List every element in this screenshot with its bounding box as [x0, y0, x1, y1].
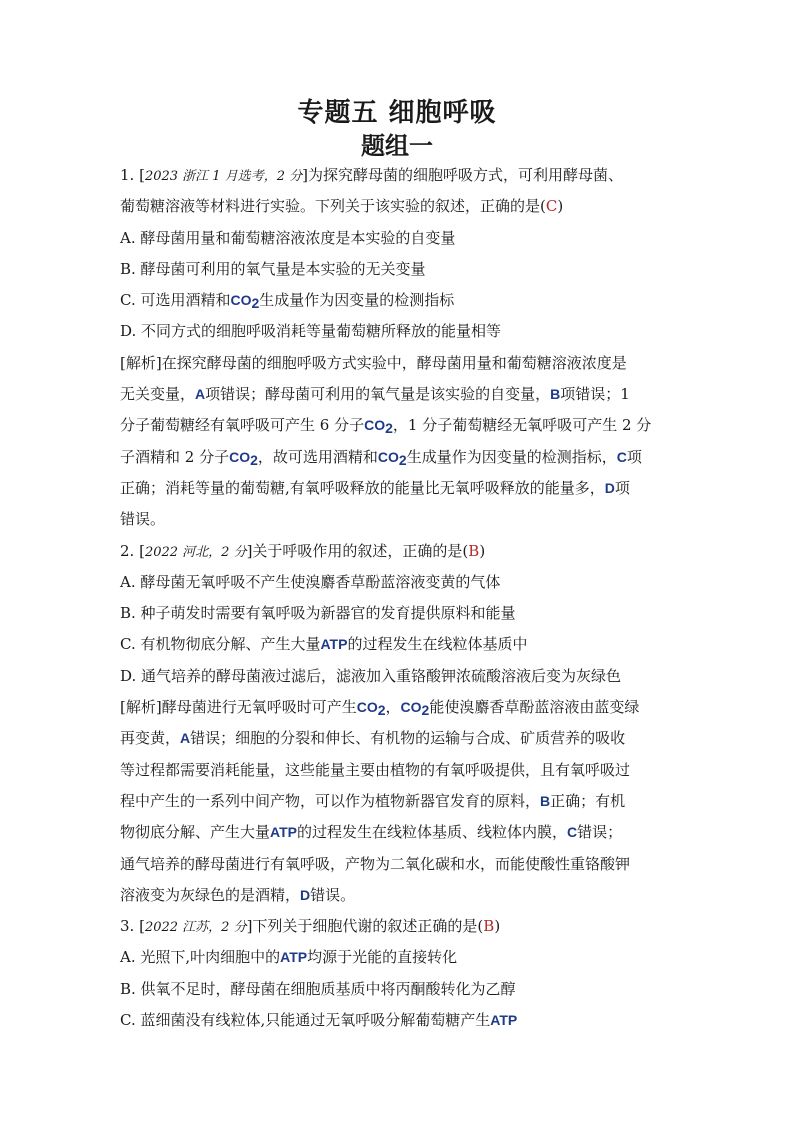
q2-answer: B	[468, 541, 480, 560]
q2-option-c: C. 有机物彻底分解、产生大量ATP的过程发生在线粒体基质中	[120, 635, 528, 654]
q3-answer: B	[483, 917, 495, 936]
q1-stem-line2: 葡萄糖溶液等材料进行实验。下列关于该实验的叙述，正确的是(C)	[120, 197, 564, 216]
q2-source: 2022 河北，2 分	[144, 544, 247, 560]
q1-explanation-line1: [解析]在探究酵母菌的细胞呼吸方式实验中，酵母菌用量和葡萄糖溶液浓度是	[120, 353, 627, 372]
q3-option-a: A. 光照下,叶肉细胞中的ATP均源于光能的直接转化	[120, 948, 458, 967]
q2-explanation-line7: 溶液变为灰绿色的是酒精，D错误。	[120, 885, 356, 904]
q1-stem-line1: 1. [2023 浙江 1 月选考，2 分]为探究酵母菌的细胞呼吸方式，可利用酵母菌、	[120, 166, 623, 184]
page-title: 专题五 细胞呼吸	[297, 98, 497, 128]
q2-explanation-line2: 再变黄，A错误；细胞的分裂和伸长、有机物的运输与合成、矿质营养的吸收	[120, 729, 626, 748]
q1-option-a: A. 酵母菌用量和葡萄糖溶液浓度是本实验的自变量	[120, 228, 456, 247]
q2-explanation-line5: 物彻底分解、产生大量ATP的过程发生在线粒体基质、线粒体内膜，C错误；	[120, 823, 623, 842]
q2-option-d: D. 通气培养的酵母菌液过滤后，滤液加入重铬酸钾浓硫酸溶液后变为灰绿色	[120, 666, 622, 685]
q2-explanation-line6: 通气培养的酵母菌进行有氧呼吸，产物为二氧化碳和水，而能使酸性重铬酸钾	[120, 854, 631, 873]
q2-option-a: A. 酵母菌无氧呼吸不产生使溴麝香草酚蓝溶液变黄的气体	[120, 572, 501, 591]
q2-explanation-line3: 等过程都需要消耗能量，这些能量主要由植物的有氧呼吸提供，且有氧呼吸过	[120, 760, 631, 779]
q1-source: 2023 浙江 1 月选考，2 分	[144, 169, 303, 184]
section-title: 题组一	[361, 131, 433, 160]
q3-option-c: C. 蓝细菌没有线粒体,只能通过无氧呼吸分解葡萄糖产生ATP	[120, 1011, 518, 1030]
q1-explanation-line5: 正确；消耗等量的葡萄糖,有氧呼吸释放的能量比无氧呼吸释放的能量多，D项	[120, 478, 630, 497]
q1-option-b: B. 酵母菌可利用的氧气量是本实验的无关变量	[120, 259, 426, 278]
q2-option-b: B. 种子萌发时需要有氧呼吸为新器官的发育提供原料和能量	[120, 604, 516, 623]
question-content	[120, 160, 680, 1036]
q1-explanation-line3: 分子葡萄糖经有氧呼吸可产生 6 分子$CO_2$，1 分子葡萄糖经无氧呼吸可产生 2 分	[120, 416, 652, 437]
q3-stem: 3. [2022 江苏，2 分]下列关于细胞代谢的叙述正确的是(B)	[120, 917, 501, 936]
q3-source: 2022 江苏，2 分	[144, 920, 247, 936]
q2-explanation-line4: 程中产生的一系列中间产物，可以作为植物新器官发育的原料，B正确；有机	[120, 791, 626, 810]
q1-explanation-line4: 子酒精和 2 分子$CO_2$，故可选用酒精和$CO_2$生成量作为因变量的检测指标，C项	[120, 447, 642, 468]
q2-explanation-line1: [解析]酵母菌进行无氧呼吸时可产生$CO_2$，$CO_2$能使溴麝香草酚蓝溶液由蓝变绿	[120, 698, 640, 719]
q1-explanation-line2: 无关变量，A项错误；酵母菌可利用的氧气量是该实验的自变量，B项错误；1	[120, 385, 630, 404]
q1-explanation-line6: 错误。	[120, 510, 166, 529]
q2-stem: 2. [2022 河北，2 分]关于呼吸作用的叙述，正确的是(B)	[120, 541, 486, 560]
q1-answer: C	[545, 197, 558, 216]
q3-option-b: B. 供氧不足时，酵母菌在细胞质基质中将丙酮酸转化为乙醇	[120, 979, 516, 998]
q1-option-c: C. 可选用酒精和$CO_2$生成量作为因变量的检测指标	[120, 291, 455, 312]
q1-option-d: D. 不同方式的细胞呼吸消耗等量葡萄糖所释放的能量相等	[120, 322, 502, 341]
